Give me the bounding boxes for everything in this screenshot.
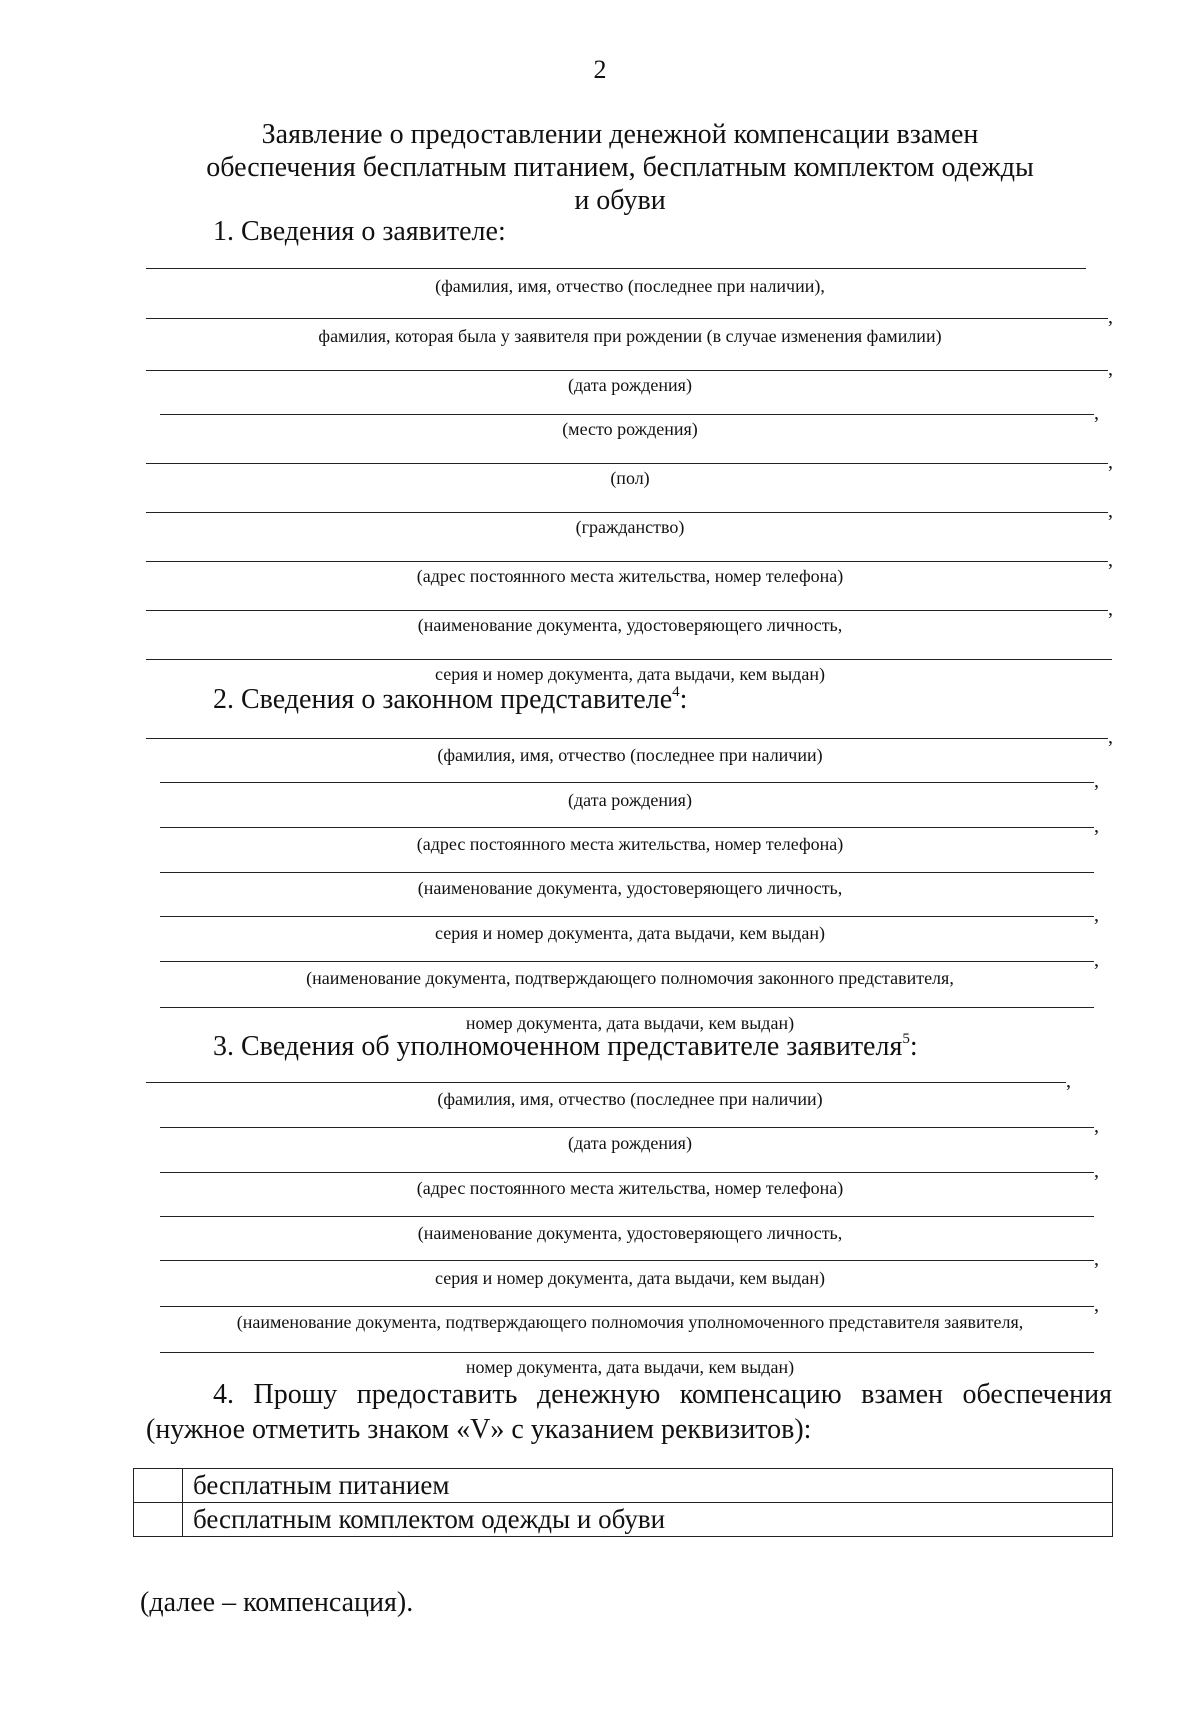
field-caption: серия и номер документа, дата выдачи, кем выдан) — [435, 1268, 825, 1288]
closing-text: (далее – компенсация). — [140, 1587, 414, 1618]
field-line[interactable] — [146, 463, 1108, 464]
field-caption: фамилия, которая была у заявителя при рождении (в случае изменения фамилии) — [318, 326, 942, 346]
field-caption: (наименование документа, подтверждающего полномочия уполномоченного представителя заявителя, — [236, 1312, 1024, 1332]
field-caption: серия и номер документа, дата выдачи, кем выдан) — [435, 664, 825, 684]
field-line[interactable] — [160, 782, 1094, 783]
comma: , — [1108, 549, 1113, 571]
field-line[interactable] — [146, 370, 1108, 371]
field-line[interactable] — [160, 1260, 1094, 1261]
field-line[interactable] — [146, 610, 1108, 611]
option-checkbox-clothing[interactable] — [134, 1503, 183, 1537]
field-caption: (фамилия, имя, отчество (последнее при наличии), — [435, 276, 825, 296]
comma: , — [1094, 402, 1099, 424]
field-line[interactable] — [146, 268, 1086, 269]
option-label-clothing: бесплатным комплектом одежды и обуви — [183, 1503, 1113, 1537]
field-line[interactable] — [160, 1352, 1094, 1353]
field-caption: (фамилия, имя, отчество (последнее при наличии) — [437, 1089, 823, 1109]
section-3-heading-text: 3. Сведения об уполномоченном представителе заявителя — [213, 1031, 903, 1062]
comma: , — [1108, 500, 1113, 522]
field-caption: (фамилия, имя, отчество (последнее при наличии) — [437, 745, 823, 765]
section-3-heading — [213, 1031, 918, 1063]
field-caption: серия и номер документа, дата выдачи, кем выдан) — [435, 923, 825, 943]
section-4-request: 4. Прошу предоставить денежную компенсацию взамен обеспечения (нужное отметить знаком «V» с указанием реквизитов): — [146, 1379, 1112, 1445]
footnote-mark: 4 — [672, 684, 680, 700]
option-row — [134, 1469, 1113, 1503]
field-line[interactable] — [160, 414, 1094, 415]
field-caption: (пол) — [610, 468, 650, 488]
field-line[interactable] — [160, 827, 1094, 828]
comma: , — [1108, 306, 1113, 328]
option-row — [134, 1503, 1113, 1537]
comma: , — [1094, 1115, 1099, 1137]
comma: , — [1094, 1294, 1099, 1316]
comma: , — [1094, 770, 1099, 792]
field-line[interactable] — [146, 659, 1112, 660]
comma: , — [1108, 451, 1113, 473]
comma: , — [1108, 726, 1113, 748]
comma: , — [1094, 815, 1099, 837]
field-caption: (адрес постоянного места жительства, номер телефона) — [416, 834, 844, 854]
field-caption: (адрес постоянного места жительства, номер телефона) — [416, 566, 844, 586]
field-caption: (дата рождения) — [568, 375, 692, 395]
field-line[interactable] — [160, 1007, 1094, 1008]
field-line[interactable] — [146, 512, 1108, 513]
section-2-heading — [213, 684, 687, 716]
field-line[interactable] — [160, 1172, 1094, 1173]
field-line[interactable] — [160, 1306, 1094, 1307]
comma: , — [1108, 358, 1113, 380]
field-line[interactable] — [160, 961, 1094, 962]
field-line[interactable] — [160, 872, 1094, 873]
field-line[interactable] — [146, 318, 1108, 319]
field-caption: (дата рождения) — [568, 1133, 692, 1153]
heading-colon: : — [679, 684, 688, 715]
comma: , — [1108, 598, 1113, 620]
field-line[interactable] — [146, 561, 1108, 562]
field-caption: (гражданство) — [575, 517, 685, 537]
field-caption: (наименование документа, удостоверяющего личность, — [417, 1223, 843, 1243]
field-caption: (наименование документа, удостоверяющего личность, — [417, 878, 843, 898]
field-caption: (место рождения) — [562, 419, 698, 439]
comma: , — [1094, 1160, 1099, 1182]
field-line[interactable] — [146, 738, 1108, 739]
field-caption: (наименование документа, удостоверяющего личность, — [417, 615, 843, 635]
option-checkbox-food[interactable] — [134, 1469, 183, 1503]
comma: , — [1094, 904, 1099, 926]
page-number: 2 — [593, 55, 607, 84]
heading-colon: : — [909, 1031, 918, 1062]
document-title: Заявление о предоставлении денежной компенсации взамен обеспечения бесплатным питанием, бесплатным комплектом одежды и обуви — [206, 119, 1034, 216]
section-2-heading-text: 2. Сведения о законном представителе — [213, 684, 673, 715]
field-line[interactable] — [160, 916, 1094, 917]
comma: , — [1094, 949, 1099, 971]
comma: , — [1094, 1248, 1099, 1270]
field-caption: (дата рождения) — [568, 790, 692, 810]
field-caption: (наименование документа, подтверждающего полномочия законного представителя, — [306, 968, 954, 988]
field-caption: номер документа, дата выдачи, кем выдан) — [465, 1013, 795, 1033]
field-line[interactable] — [160, 1127, 1094, 1128]
field-line[interactable] — [146, 1082, 1066, 1083]
field-caption: (адрес постоянного места жительства, номер телефона) — [416, 1178, 844, 1198]
footnote-mark: 5 — [902, 1031, 910, 1047]
comma: , — [1066, 1070, 1071, 1092]
field-caption: номер документа, дата выдачи, кем выдан) — [465, 1357, 795, 1377]
field-line[interactable] — [160, 1216, 1094, 1217]
section-1-heading: 1. Сведения о заявителе: — [213, 216, 506, 247]
compensation-options-table — [133, 1468, 1113, 1537]
option-label-food: бесплатным питанием — [183, 1469, 1113, 1503]
